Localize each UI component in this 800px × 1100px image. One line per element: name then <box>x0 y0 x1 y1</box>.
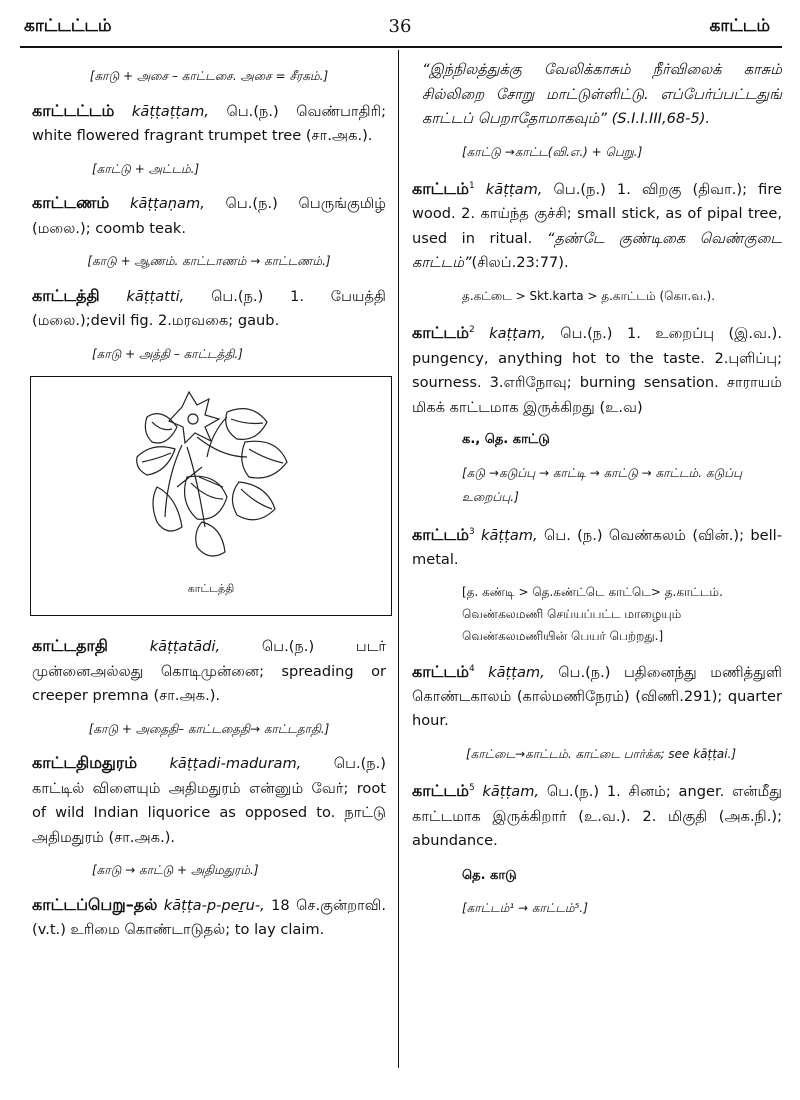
transliteration: kaṭṭam, <box>474 325 546 343</box>
headword: காட்டதிமதுரம் <box>32 753 138 772</box>
definition: பெ.(ந.) பெருங்குமிழ் (மலை.); coomb teak. <box>32 195 387 237</box>
cognates: க., தெ. காட்டு <box>462 432 550 448</box>
entry-kattam-5 <box>412 776 782 853</box>
transliteration: kāṭṭatti, <box>126 287 185 305</box>
transliteration: kāṭṭam, <box>474 180 543 198</box>
entry-kattanam <box>32 191 386 241</box>
plant-illustration <box>127 387 297 567</box>
entry-kattam-1 <box>412 174 782 276</box>
definition: பெ. (ந.) வெண்கலம் (வின்.); bell-metal. <box>412 526 782 569</box>
homonym-number: 2 <box>468 325 475 336</box>
transliteration: kāṭṭatādi, <box>149 638 221 655</box>
entry-kattam-3 <box>412 520 782 573</box>
headword: காட்டப்பெறு–தல் <box>32 894 158 914</box>
definition: பெ.(ந.) 1. சினம்; anger. என்மீது காட்டமாக இருக்கிறார் (உ.வ.). 2. மிகுதி (அக.நி.); abundance. <box>412 783 782 850</box>
headword: காட்டதாதி <box>32 636 108 655</box>
header-right-guideword: காட்டம் <box>709 16 770 36</box>
etymology: [காடு + அதைதி– காட்டதைதி→ காட்டதாதி.] <box>88 721 330 736</box>
transliteration: kāṭṭam, <box>474 526 538 544</box>
etymology: த.கட்டை > Skt.karta > த.காட்டம் (கொ.வ.). <box>462 288 716 303</box>
etymology: [காட்டு + அட்டம்.] <box>92 161 200 176</box>
etymology: [காடு → காட்டு + அதிமதுரம்.] <box>92 863 259 877</box>
homonym-number: 3 <box>468 526 475 537</box>
entry-kattam-4 <box>412 657 782 734</box>
headword: காட்டம் <box>412 781 469 801</box>
etymology: [காடு + அசை – காட்டசை. அசை = சீரகம்.] <box>89 69 329 83</box>
transliteration: kāṭṭa-p-peṟu-, <box>163 896 265 914</box>
etymology: [காட்டு →காட்ட(வி.எ.) + பெறு.] <box>462 144 643 159</box>
etymology: [காட்டம்¹ → காட்டம்⁵.] <box>462 901 588 916</box>
headword: காட்டத்தி <box>32 285 100 305</box>
transliteration: kāṭṭam, <box>474 783 540 801</box>
transliteration: kāṭṭadi-maduram, <box>169 755 302 772</box>
citation: “தண்டே குண்டிகை வெண்குடை காட்டம்” <box>412 229 783 272</box>
illustration-box <box>30 376 392 616</box>
quotation <box>412 58 782 132</box>
definition: பெ.(ந.) காட்டில் விளையும் அதிமதுரம் என்னும் வேர்; root of wild Indian liquorice as opposed to. நாட்டு அதிமதுரம் (சா.அக.). <box>32 755 386 846</box>
definition: பெ.(ந.) படர் முன்னைஅல்லது கொடிமுன்னை; spreading or creeper premna (சா.அக.). <box>32 638 386 704</box>
entry-kattadimaduram <box>32 751 386 850</box>
etymology: [கடு →கடுப்பு → காட்டி → காட்டு → காட்டம். கடுப்பு உறைப்பு.] <box>462 465 743 505</box>
homonym-number: 5 <box>468 783 475 794</box>
transliteration: kāṭṭaṭṭam, <box>131 102 209 120</box>
definition: 18 செ.குன்றாவி. (v.t.) உரிமை கொண்டாடுதல்; to lay claim. <box>32 896 386 938</box>
figure-caption: காட்டத்தி <box>187 581 235 595</box>
citation-source: (சிலப்.23:77). <box>471 254 569 272</box>
homonym-number: 4 <box>468 663 475 674</box>
quotation-text: “இந்நிலத்துக்கு வேலிக்காசும் நீர்விலைக் காசும் சில்லிறை சோறு மாட்டுள்ளிட்டு. எப்பேர்ப்பட்டதுங் காட்டப் பெறாதோமாகவும்” <box>422 61 782 127</box>
transliteration: kāṭṭam, <box>474 663 545 681</box>
homonym-number: 1 <box>468 181 475 191</box>
left-column <box>32 58 386 943</box>
etymology: [காட்டை→காட்டம். காட்டை பார்க்க; see kāṭṭai.] <box>466 746 737 761</box>
definition: பெ.(ந.) பதினைந்து மணித்துளி கொண்டகாலம் (கால்மணிநேரம்) (விணி.291); quarter hour. <box>412 663 782 730</box>
headword: காட்டம் <box>412 661 469 681</box>
definition: பெ.(ந.) 1. விறகு (திவா.); fire wood. 2. காய்ந்த குச்சி; small stick, as of pipal tree, used in ritual. <box>412 180 782 247</box>
definition: பெ.(ந.) 1. உறைப்பு (இ.வ.). pungency, anything hot to the taste. 2.புளிப்பு; sourness. 3.எரிநோவு; burning sensation. சாராயம் மிகக் காட்டமாக இருக்கிறது (உ.வ) <box>412 325 782 416</box>
headword: காட்டம் <box>412 178 469 198</box>
page-header <box>16 16 784 42</box>
headword: காட்டட்டம் <box>32 100 115 120</box>
entry-kattatti <box>32 284 386 334</box>
header-left-guideword: காட்டட்டம் <box>24 16 112 36</box>
entry-kattattam <box>32 99 386 149</box>
entry-kattatati <box>32 634 386 709</box>
headword: காட்டம் <box>412 323 469 343</box>
entry-kattapperu <box>32 893 386 943</box>
header-rule <box>20 46 782 48</box>
etymology: [காடு + ஆணம். காட்டாணம் → காட்டணம்.] <box>87 254 331 268</box>
definition: பெ.(ந.) 1. பேயத்தி (மலை.);devil fig. 2.மரவகை; gaub. <box>32 287 386 329</box>
right-column <box>412 58 782 931</box>
cognates: தெ. காடு <box>462 867 517 883</box>
quotation-source: (S.I.I.III,68-5). <box>606 110 711 127</box>
column-divider <box>398 50 399 1068</box>
etymology: [காடு + அத்தி – காட்டத்தி.] <box>92 346 243 361</box>
page-number: 36 <box>388 16 412 37</box>
definition: பெ.(ந.) வெண்பாதிரி; white flowered fragrant trumpet tree (சா.அக.). <box>32 102 386 144</box>
etymology: [த. கண்டி > தெ.கண்ட்டெ காட்டெ> த.காட்டம். வெண்கலமணி செய்யப்பட்ட மாழையும் வெண்கலமணியின் பெயர் பெற்றது.] <box>462 584 723 643</box>
headword: காட்டணம் <box>32 193 110 212</box>
entry-kattam-2 <box>412 318 782 420</box>
transliteration: kāṭṭaṇam, <box>130 195 205 212</box>
headword: காட்டம் <box>412 524 469 544</box>
